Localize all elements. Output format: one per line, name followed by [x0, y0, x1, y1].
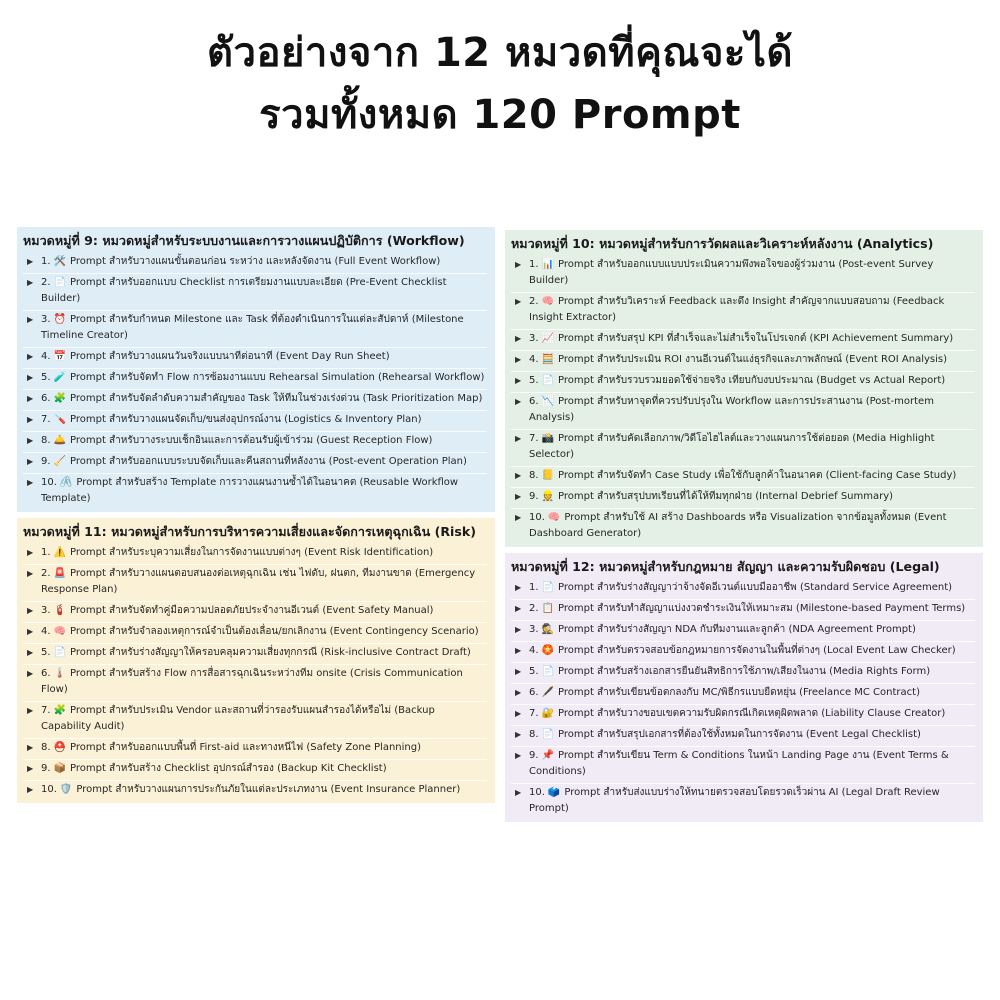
toggle-triangle-icon[interactable]: ▶: [27, 627, 34, 636]
item-emoji-icon: 📒: [541, 470, 554, 481]
item-emoji-icon: 🖋️: [541, 687, 554, 698]
section-risk: [17, 518, 495, 803]
section-title: หมวดหมู่ที่ 9: หมวดหมู่สำหรับระบบงานและการวางแผนปฏิบัติการ (Workflow): [23, 233, 465, 248]
item-emoji-icon: 🪛: [53, 414, 66, 425]
item-emoji-icon: 🧮: [541, 354, 554, 365]
headline-line-1: ตัวอย่างจาก 12 หมวดที่คุณจะได้: [207, 30, 793, 76]
item-text: [41, 624, 487, 640]
prompt-item[interactable]: [23, 565, 487, 602]
item-emoji-icon: 🌡️: [53, 668, 66, 679]
prompt-item[interactable]: [23, 544, 487, 565]
toggle-triangle-icon[interactable]: ▶: [27, 764, 34, 773]
item-emoji-icon: 🧩: [53, 393, 66, 404]
toggle-triangle-icon[interactable]: ▶: [515, 583, 522, 592]
item-text: [529, 489, 975, 505]
item-emoji-icon: 📄: [541, 375, 554, 386]
prompt-item[interactable]: [511, 372, 975, 393]
toggle-triangle-icon[interactable]: ▶: [515, 688, 522, 697]
item-number: 6.: [41, 393, 51, 404]
toggle-triangle-icon[interactable]: ▶: [27, 257, 34, 266]
prompt-item[interactable]: [511, 747, 975, 784]
prompt-item[interactable]: [23, 411, 487, 432]
item-label: Prompt สำหรับสรุปเอกสารที่ต้องใช้ทั้งหมดในการจัดงาน (Event Legal Checklist): [558, 729, 921, 740]
item-emoji-icon: 🛎️: [53, 435, 66, 446]
prompt-item[interactable]: [511, 726, 975, 747]
toggle-triangle-icon[interactable]: ▶: [515, 471, 522, 480]
item-emoji-icon: 📄: [541, 666, 554, 677]
item-list: [511, 579, 975, 820]
item-number: 9.: [529, 491, 539, 502]
item-text: [41, 645, 487, 661]
item-label: Prompt สำหรับรวบรวมยอดใช้จ่ายจริง เทียบกับงบประมาณ (Budget vs Actual Report): [558, 375, 946, 386]
item-number: 4.: [41, 626, 51, 637]
item-number: 7.: [41, 705, 51, 716]
item-label: Prompt สำหรับเขียนข้อตกลงกับ MC/พิธีกรแบบยืดหยุ่น (Freelance MC Contract): [558, 687, 920, 698]
prompt-item[interactable]: [511, 351, 975, 372]
prompt-item[interactable]: [511, 509, 975, 545]
prompt-item[interactable]: [23, 369, 487, 390]
prompt-item[interactable]: [23, 623, 487, 644]
item-label: Prompt สำหรับส่งแบบร่างให้ทนายตรวจสอบโดยรวดเร็วผ่าน AI (Legal Draft Review Prompt): [529, 787, 940, 814]
item-label: Prompt สำหรับคัดเลือกภาพ/วิดีโอไฮไลต์และวางแผนการใช้ต่อยอด (Media Highlight Selector): [529, 433, 935, 460]
toggle-triangle-icon[interactable]: ▶: [515, 297, 522, 306]
item-emoji-icon: 🧠: [547, 512, 561, 523]
item-label: Prompt สำหรับออกแบบแบบประเมินความพึงพอใจของผู้ร่วมงาน (Post-event Survey Builder): [529, 259, 934, 286]
item-number: 3.: [529, 624, 539, 635]
item-emoji-icon: ⚠️: [53, 547, 66, 558]
item-number: 8.: [41, 742, 51, 753]
right-column: [505, 230, 983, 824]
item-emoji-icon: 📄: [541, 582, 554, 593]
item-text: [41, 603, 487, 619]
item-text: [529, 727, 975, 743]
item-number: 1.: [529, 259, 539, 270]
toggle-triangle-icon[interactable]: ▶: [515, 709, 522, 718]
toggle-triangle-icon[interactable]: ▶: [27, 548, 34, 557]
item-label: Prompt สำหรับสร้าง Checklist อุปกรณ์สำรอง (Backup Kit Checklist): [70, 763, 387, 774]
prompt-item[interactable]: [23, 453, 487, 474]
item-label: Prompt สำหรับจำลองเหตุการณ์จำเป็นต้องเลื่อน/ยกเลิกงาน (Event Contingency Scenario): [70, 626, 479, 637]
item-number: 10.: [529, 512, 545, 523]
item-emoji-icon: 🏵️: [541, 645, 554, 656]
item-label: Prompt สำหรับวางแผนขั้นตอนก่อน ระหว่าง และหลังจัดงาน (Full Event Workflow): [70, 256, 441, 267]
item-emoji-icon: ⏰: [53, 314, 66, 325]
toggle-triangle-icon[interactable]: ▶: [27, 706, 34, 715]
item-emoji-icon: 🛠️: [53, 256, 66, 267]
item-emoji-icon: 📄: [53, 277, 66, 288]
item-text: [529, 394, 975, 426]
item-emoji-icon: 📄: [541, 729, 554, 740]
item-number: 4.: [529, 645, 539, 656]
item-label: Prompt สำหรับจัดทำคู่มือความปลอดภัยประจำงานอีเวนต์ (Event Safety Manual): [70, 605, 434, 616]
item-number: 3.: [41, 314, 51, 325]
item-label: Prompt สำหรับออกแบบพื้นที่ First-aid และทางหนีไฟ (Safety Zone Planning): [70, 742, 422, 753]
toggle-triangle-icon[interactable]: ▶: [515, 397, 522, 406]
toggle-triangle-icon[interactable]: ▶: [27, 669, 34, 678]
item-number: 1.: [41, 547, 51, 558]
toggle-triangle-icon[interactable]: ▶: [515, 788, 522, 797]
prompt-item[interactable]: [511, 293, 975, 330]
prompt-item[interactable]: [511, 621, 975, 642]
item-emoji-icon: 🧠: [541, 296, 554, 307]
prompt-item[interactable]: [23, 781, 487, 801]
item-text: [529, 331, 975, 347]
toggle-triangle-icon[interactable]: ▶: [27, 743, 34, 752]
toggle-triangle-icon[interactable]: ▶: [515, 355, 522, 364]
item-number: 2.: [529, 296, 539, 307]
toggle-triangle-icon[interactable]: ▶: [27, 569, 34, 578]
item-number: 9.: [529, 750, 539, 761]
item-emoji-icon: 📅: [53, 351, 66, 362]
item-number: 7.: [41, 414, 51, 425]
headline-line-2: รวมทั้งหมด 120 Prompt: [259, 92, 741, 138]
toggle-triangle-icon[interactable]: ▶: [27, 436, 34, 445]
item-text: [41, 275, 487, 307]
item-emoji-icon: 🚨: [53, 568, 66, 579]
section-title: หมวดหมู่ที่ 10: หมวดหมู่สำหรับการวัดผลและวิเคราะห์หลังงาน (Analytics): [511, 236, 934, 251]
item-label: Prompt สำหรับร่างสัญญาว่าจ้างจัดอีเวนต์แบบมืออาชีพ (Standard Service Agreement): [558, 582, 953, 593]
item-text: [529, 510, 975, 542]
item-number: 8.: [41, 435, 51, 446]
item-number: 8.: [529, 729, 539, 740]
section-workflow: [17, 227, 495, 512]
prompt-item[interactable]: [511, 684, 975, 705]
item-label: Prompt สำหรับสรุป KPI ที่สำเร็จและไม่สำเร็จในโปรเจกต์ (KPI Achievement Summary): [558, 333, 954, 344]
item-text: [529, 580, 975, 596]
toggle-triangle-icon[interactable]: ▶: [27, 415, 34, 424]
prompt-item[interactable]: [23, 760, 487, 781]
item-label: Prompt สำหรับสรุปบทเรียนที่ได้ให้ทีมทุกฝ่าย (Internal Debrief Summary): [558, 491, 894, 502]
item-number: 10.: [529, 787, 545, 798]
item-label: Prompt สำหรับวางแผนตอบสนองต่อเหตุฉุกเฉิน เช่น ไฟดับ, ฝนตก, ทีมงานขาด (Emergency Response Plan): [41, 568, 476, 595]
item-label: Prompt สำหรับวางขอบเขตความรับผิดกรณีเกิดเหตุผิดพลาด (Liability Clause Creator): [558, 708, 946, 719]
toggle-triangle-icon[interactable]: ▶: [27, 394, 34, 403]
item-number: 5.: [529, 666, 539, 677]
item-label: Prompt สำหรับออกแบบ Checklist การเตรียมงานแบบละเอียด (Pre-Event Checklist Builder): [41, 277, 447, 304]
prompt-item[interactable]: [511, 393, 975, 430]
prompt-item[interactable]: [511, 488, 975, 509]
item-text: [41, 312, 487, 344]
prompt-item[interactable]: [511, 642, 975, 663]
item-number: 7.: [529, 708, 539, 719]
item-emoji-icon: 🕵️: [541, 624, 554, 635]
toggle-triangle-icon[interactable]: ▶: [515, 604, 522, 613]
item-number: 7.: [529, 433, 539, 444]
item-emoji-icon: 👷: [541, 491, 554, 502]
prompt-item[interactable]: [23, 311, 487, 348]
item-emoji-icon: 📋: [541, 603, 554, 614]
toggle-triangle-icon[interactable]: ▶: [515, 260, 522, 269]
prompt-item[interactable]: [511, 467, 975, 488]
item-text: [529, 257, 975, 289]
item-number: 9.: [41, 456, 51, 467]
item-number: 6.: [41, 668, 51, 679]
item-text: [41, 761, 487, 777]
item-label: Prompt สำหรับวางแผนวันจริงแบบนาทีต่อนาที (Event Day Run Sheet): [70, 351, 390, 362]
item-text: [529, 785, 975, 817]
item-text: [41, 370, 487, 386]
item-emoji-icon: 📉: [541, 396, 554, 407]
item-label: Prompt สำหรับใช้ AI สร้าง Dashboards หรือ Visualization จากข้อมูลทั้งหมด (Event Dashboard Generator): [529, 512, 947, 539]
prompt-item[interactable]: [23, 348, 487, 369]
item-label: Prompt สำหรับวางแผนการประกันภัยในแต่ละประเภทงาน (Event Insurance Planner): [76, 784, 461, 795]
item-label: Prompt สำหรับวางระบบเช็กอินและการต้อนรับผู้เข้าร่วม (Guest Reception Flow): [70, 435, 433, 446]
section-legal: [505, 553, 983, 822]
item-text: [529, 643, 975, 659]
item-text: [41, 666, 487, 698]
section-analytics: [505, 230, 983, 547]
item-emoji-icon: 📄: [53, 647, 66, 658]
item-emoji-icon: 🔐: [541, 708, 554, 719]
item-text: [529, 601, 975, 617]
item-text: [41, 349, 487, 365]
toggle-triangle-icon[interactable]: ▶: [515, 376, 522, 385]
item-number: 1.: [529, 582, 539, 593]
item-list: [511, 256, 975, 545]
prompt-item[interactable]: [23, 432, 487, 453]
item-label: Prompt สำหรับกำหนด Milestone และ Task ที่ต้องดำเนินการในแต่ละสัปดาห์ (Milestone Timeline Creator): [41, 314, 464, 341]
item-number: 9.: [41, 763, 51, 774]
item-text: [529, 468, 975, 484]
item-emoji-icon: 🧹: [53, 456, 66, 467]
item-emoji-icon: 📌: [541, 750, 554, 761]
item-list: [23, 253, 487, 510]
item-text: [529, 706, 975, 722]
section-title: หมวดหมู่ที่ 12: หมวดหมู่สำหรับกฎหมาย สัญญา และความรับผิดชอบ (Legal): [511, 559, 940, 574]
toggle-triangle-icon[interactable]: ▶: [27, 352, 34, 361]
item-number: 6.: [529, 396, 539, 407]
item-list: [23, 544, 487, 801]
item-number: 5.: [41, 647, 51, 658]
left-column: [17, 227, 495, 805]
item-number: 2.: [41, 568, 51, 579]
toggle-triangle-icon[interactable]: ▶: [27, 278, 34, 287]
item-text: [41, 475, 487, 507]
prompt-item[interactable]: [23, 390, 487, 411]
item-number: 8.: [529, 470, 539, 481]
prompt-item[interactable]: [511, 330, 975, 351]
toggle-triangle-icon[interactable]: ▶: [515, 646, 522, 655]
toggle-triangle-icon[interactable]: ▶: [27, 648, 34, 657]
item-label: Prompt สำหรับหาจุดที่ควรปรับปรุงใน Workflow และการประสานงาน (Post-mortem Analysis): [529, 396, 934, 423]
item-label: Prompt สำหรับจัดลำดับความสำคัญของ Task ให้ทีมในช่วงเร่งด่วน (Task Prioritization Map): [70, 393, 483, 404]
item-text: [41, 703, 487, 735]
item-number: 10.: [41, 477, 57, 488]
item-emoji-icon: 🗳️: [547, 787, 561, 798]
item-emoji-icon: ⛑️: [53, 742, 66, 753]
item-emoji-icon: 🧪: [53, 372, 66, 383]
item-label: Prompt สำหรับร่างสัญญา NDA กับทีมงานและลูกค้า (NDA Agreement Prompt): [558, 624, 916, 635]
toggle-triangle-icon[interactable]: ▶: [515, 513, 522, 522]
prompt-item[interactable]: [511, 600, 975, 621]
item-label: Prompt สำหรับร่างสัญญาให้ครอบคลุมความเสี่ยงทุกกรณี (Risk-inclusive Contract Draft): [70, 647, 471, 658]
toggle-triangle-icon[interactable]: ▶: [515, 625, 522, 634]
prompt-item[interactable]: [511, 705, 975, 726]
item-label: Prompt สำหรับสร้างเอกสารยืนยันสิทธิการใช้ภาพ/เสียงในงาน (Media Rights Form): [558, 666, 931, 677]
prompt-item[interactable]: [23, 665, 487, 702]
item-label: Prompt สำหรับออกแบบระบบจัดเก็บและคืนสถานที่หลังงาน (Post-event Operation Plan): [70, 456, 467, 467]
toggle-triangle-icon[interactable]: ▶: [27, 315, 34, 324]
toggle-triangle-icon[interactable]: ▶: [27, 373, 34, 382]
prompt-item[interactable]: [511, 784, 975, 820]
item-number: 2.: [41, 277, 51, 288]
item-emoji-icon: 🖇️: [59, 477, 73, 488]
item-number: 5.: [529, 375, 539, 386]
item-text: [529, 685, 975, 701]
toggle-triangle-icon[interactable]: ▶: [515, 434, 522, 443]
prompt-item[interactable]: [23, 274, 487, 311]
item-label: Prompt สำหรับจัดทำ Flow การซ้อมงานแบบ Rehearsal Simulation (Rehearsal Workflow): [70, 372, 485, 383]
item-number: 4.: [41, 351, 51, 362]
item-label: Prompt สำหรับประเมิน Vendor และสถานที่ว่ารองรับแผนสำรองได้หรือไม่ (Backup Capability Audit): [41, 705, 435, 732]
item-emoji-icon: 🧩: [53, 705, 66, 716]
item-label: Prompt สำหรับตรวจสอบข้อกฎหมายการจัดงานในพื้นที่ต่างๆ (Local Event Law Checker): [558, 645, 956, 656]
headline: [0, 22, 1000, 146]
item-number: 2.: [529, 603, 539, 614]
item-emoji-icon: 📊: [541, 259, 554, 270]
item-text: [529, 352, 975, 368]
item-text: [41, 566, 487, 598]
item-text: [41, 412, 487, 428]
item-label: Prompt สำหรับทำสัญญาแบ่งงวดชำระเงินให้เหมาะสม (Milestone-based Payment Terms): [558, 603, 966, 614]
prompt-item[interactable]: [23, 739, 487, 760]
item-text: [41, 545, 487, 561]
item-label: Prompt สำหรับสร้าง Flow การสื่อสารฉุกเฉินระหว่างทีม onsite (Crisis Communication Flow): [41, 668, 463, 695]
item-label: Prompt สำหรับเขียน Term & Conditions ในหน้า Landing Page งาน (Event Terms & Conditions): [529, 750, 949, 777]
item-number: 4.: [529, 354, 539, 365]
item-text: [529, 622, 975, 638]
item-emoji-icon: 🧯: [53, 605, 66, 616]
toggle-triangle-icon[interactable]: ▶: [515, 492, 522, 501]
item-emoji-icon: 📈: [541, 333, 554, 344]
toggle-triangle-icon[interactable]: ▶: [27, 478, 34, 487]
toggle-triangle-icon[interactable]: ▶: [515, 730, 522, 739]
toggle-triangle-icon[interactable]: ▶: [27, 785, 34, 794]
toggle-triangle-icon[interactable]: ▶: [515, 751, 522, 760]
item-number: 10.: [41, 784, 57, 795]
item-emoji-icon: 📸: [541, 433, 554, 444]
item-label: Prompt สำหรับวางแผนจัดเก็บ/ขนส่งอุปกรณ์งาน (Logistics & Inventory Plan): [70, 414, 422, 425]
toggle-triangle-icon[interactable]: ▶: [515, 667, 522, 676]
item-emoji-icon: 📦: [53, 763, 66, 774]
item-text: [41, 391, 487, 407]
item-text: [41, 454, 487, 470]
prompt-item[interactable]: [23, 702, 487, 739]
item-text: [529, 664, 975, 680]
item-label: Prompt สำหรับจัดทำ Case Study เพื่อใช้กับลูกค้าในอนาคต (Client-facing Case Study): [558, 470, 957, 481]
item-text: [529, 431, 975, 463]
item-number: 3.: [41, 605, 51, 616]
item-text: [529, 748, 975, 780]
prompt-item[interactable]: [511, 256, 975, 293]
item-label: Prompt สำหรับวิเคราะห์ Feedback และดึง Insight สำคัญจากแบบสอบถาม (Feedback Insight Extractor): [529, 296, 945, 323]
item-text: [529, 373, 975, 389]
item-label: Prompt สำหรับสร้าง Template การวางแผนงานซ้ำได้ในอนาคต (Reusable Workflow Template): [41, 477, 459, 504]
prompt-item[interactable]: [23, 253, 487, 274]
item-label: Prompt สำหรับประเมิน ROI งานอีเวนต์ในแง่ธุรกิจและภาพลักษณ์ (Event ROI Analysis): [558, 354, 948, 365]
prompt-item[interactable]: [511, 579, 975, 600]
item-label: Prompt สำหรับระบุความเสี่ยงในการจัดงานแบบต่างๆ (Event Risk Identification): [70, 547, 434, 558]
item-text: [41, 740, 487, 756]
section-title: หมวดหมู่ที่ 11: หมวดหมู่สำหรับการบริหารความเสี่ยงและจัดการเหตุฉุกเฉิน (Risk): [23, 524, 476, 539]
prompt-item[interactable]: [511, 663, 975, 684]
item-text: [41, 433, 487, 449]
item-number: 6.: [529, 687, 539, 698]
prompt-item[interactable]: [511, 430, 975, 467]
prompt-item[interactable]: [23, 602, 487, 623]
item-number: 1.: [41, 256, 51, 267]
item-emoji-icon: 🧠: [53, 626, 66, 637]
item-text: [41, 254, 487, 270]
item-number: 5.: [41, 372, 51, 383]
item-text: [41, 782, 487, 798]
toggle-triangle-icon[interactable]: ▶: [515, 334, 522, 343]
item-number: 3.: [529, 333, 539, 344]
item-text: [529, 294, 975, 326]
item-emoji-icon: 🛡️: [59, 784, 73, 795]
toggle-triangle-icon[interactable]: ▶: [27, 457, 34, 466]
toggle-triangle-icon[interactable]: ▶: [27, 606, 34, 615]
prompt-item[interactable]: [23, 644, 487, 665]
prompt-item[interactable]: [23, 474, 487, 510]
